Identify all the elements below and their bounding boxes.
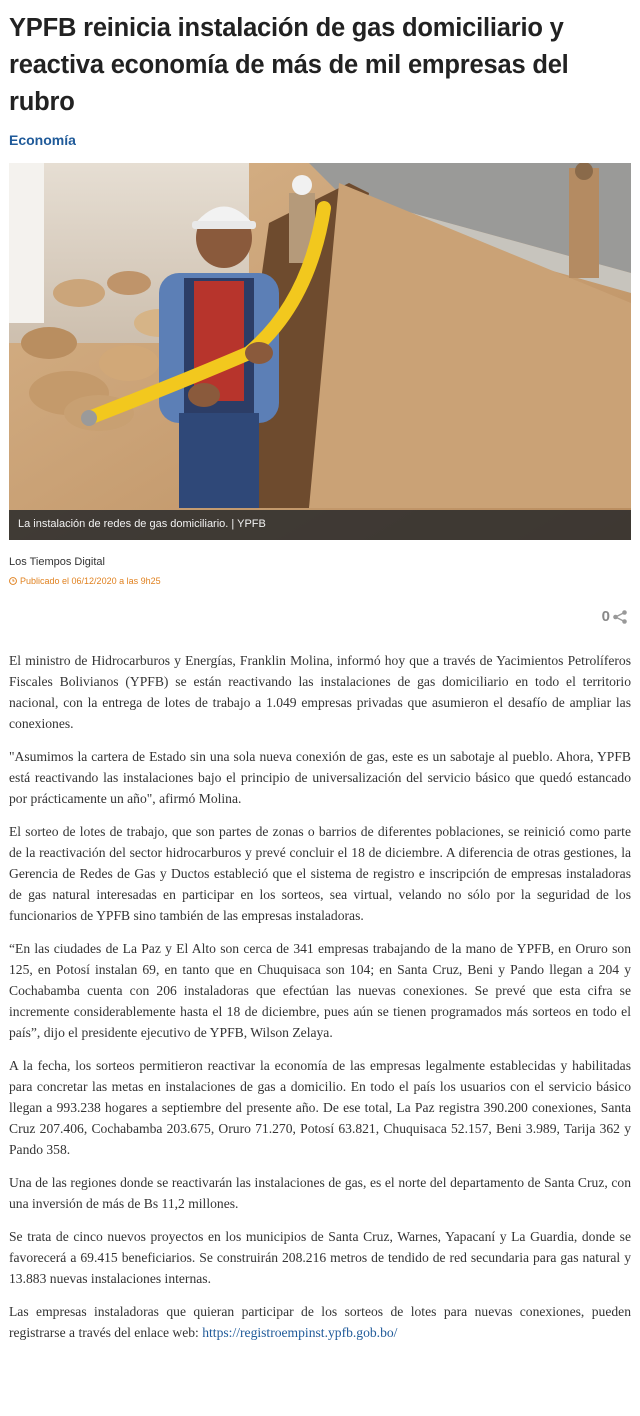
paragraph: Se trata de cinco nuevos proyectos en los municipios de Santa Cruz, Warnes, Yapacaní y La Guardia, donde se favorecerá a 69.415 beneficiarios. Se construirán 208.216 metros de tendido de red secundaria para gas natural y 13.883 nuevas instalaciones internas. bbox=[9, 1229, 631, 1286]
photo-caption: La instalación de redes de gas domiciliario. | YPFB bbox=[18, 518, 266, 530]
published-date bbox=[9, 576, 161, 586]
article-author: Los Tiempos Digital bbox=[9, 556, 105, 568]
paragraph: Una de las regiones donde se reactivarán las instalaciones de gas, es el norte del departamento de Santa Cruz, con una inversión de más de Bs 11,2 millones. bbox=[9, 1175, 631, 1211]
article-photo bbox=[9, 163, 631, 540]
clock-icon bbox=[9, 577, 17, 585]
share-widget[interactable] bbox=[602, 608, 628, 625]
paragraph: A la fecha, los sorteos permitieron reactivar la economía de las empresas legalmente establecidas y habilitadas para concretar las metas en instalaciones de gas a domicilio. En todo el país los usuarios con el servicio básico llegan a 993.238 hogares a septiembre del presente año. De ese total, La Paz registra 390.200 conexiones, Santa Cruz 207.406, Cochabamba 203.675, Oruro 71.270, Potosí 63.821, Chuquisaca 52.157, Beni 3.989, Tarija 362 y Pando 358. bbox=[9, 1058, 631, 1157]
registration-link[interactable]: https://registroempinst.ypfb.gob.bo/ bbox=[202, 1325, 398, 1340]
caption-bar bbox=[9, 510, 631, 540]
article-title: YPFB reinicia instalación de gas domiciliario y reactiva economía de más de mil empresas del rubro bbox=[9, 14, 569, 116]
paragraph: "Asumimos la cartera de Estado sin una sola nueva conexión de gas, este es un sabotaje al pueblo. Ahora, YPFB está reactivando las instalaciones bajo el principio de universalización del servicio básico que quedó estancado por prácticamente un año", afirmó Molina. bbox=[9, 749, 631, 806]
paragraph: “En las ciudades de La Paz y El Alto son cerca de 341 empresas trabajando de la mano de YPFB, en Oruro son 125, en Potosí instalan 69, en tanto que en Chuquisaca son 104; en Santa Cruz, Beni y Pando llegan a 204 y Cochabamba cuenta con 206 instaladoras que efectúan las nuevas conexiones. Se prevé que esta cifra se incremente considerablemente hasta el 18 de diciembre, pues aún se tienen programados más sorteos en todo el país”, dijo el presidente ejecutivo de YPFB, Wilson Zelaya. bbox=[9, 941, 631, 1040]
published-text: Publicado el 06/12/2020 a las 9h25 bbox=[20, 576, 161, 586]
section-link[interactable]: Economía bbox=[9, 132, 76, 148]
paragraph: El ministro de Hidrocarburos y Energías, Franklin Molina, informó hoy que a través de Yacimientos Petrolíferos Fiscales Bolivianos (YPFB) se están reactivando las instalaciones de gas domiciliario en todo el territorio nacional, con la entrega de lotes de trabajo a 1.049 empresas privadas que asumieron el desafío de ampliar las conexiones. bbox=[9, 653, 631, 731]
share-icon[interactable] bbox=[612, 609, 628, 625]
article-body bbox=[9, 650, 631, 1355]
share-count: 0 bbox=[601, 608, 610, 625]
construction-photo-icon bbox=[9, 163, 631, 540]
paragraph-text: Las empresas instaladoras que quieran participar de los sorteos de lotes para nuevas conexiones, pueden registrarse a través del enlace web: bbox=[9, 1304, 631, 1340]
paragraph: El sorteo de lotes de trabajo, que son partes de zonas o barrios de diferentes poblaciones, se reinició como parte de la reactivación del sector hidrocarburos y prevé concluir el 18 de diciembre. A diferencia de otras gestiones, la Gerencia de Redes de Gas y Ductos estableció que el sistema de registro e inscripción de empresas instaladoras de gas natural interesadas en participar en los sorteos, sea virtual, velando no sólo por la seguridad de los funcionarios de YPFB sino también de las empresas instaladoras. bbox=[9, 824, 631, 923]
paragraph-last bbox=[9, 1301, 631, 1343]
